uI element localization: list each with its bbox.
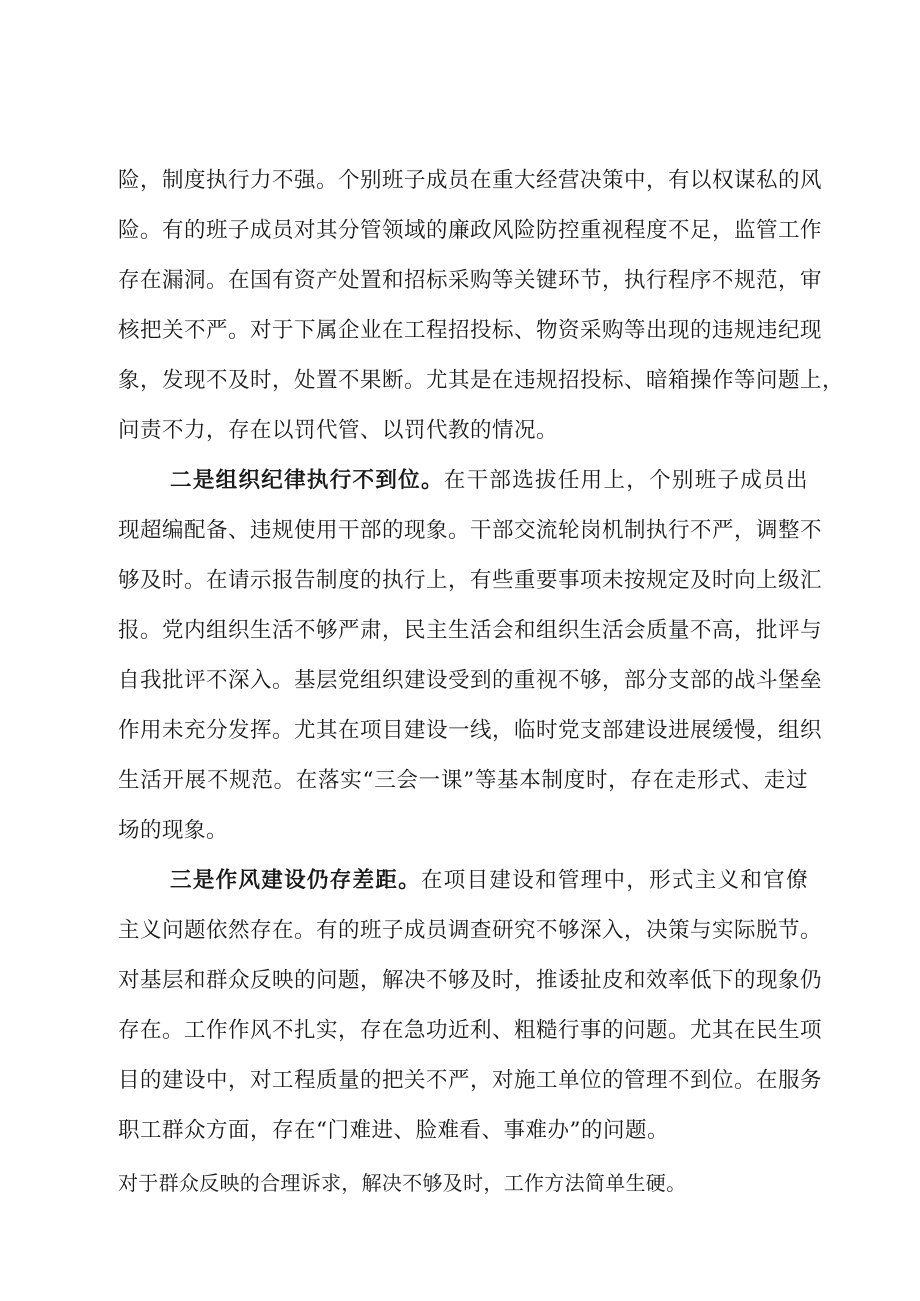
text-span: 在干部选拔任用上，个别班子成员出 <box>443 468 808 493</box>
text-line: 自我批评不深入。基层党组织建设受到的重视不够，部分支部的战斗堡垒 <box>118 668 823 693</box>
text-line: 作用未充分发挥。尤其在项目建设一线，临时党支部建设进展缓慢，组织 <box>118 718 823 743</box>
section-heading: 二是组织纪律执行不到位。 <box>170 468 444 493</box>
text-line: 险，制度执行力不强。个别班子成员在重大经营决策中，有以权谋私的风 <box>118 168 823 193</box>
text-line: 现超编配备、违规使用干部的现象。干部交流轮岗机制执行不严，调整不 <box>118 518 823 543</box>
text-line: 对基层和群众反映的问题，解决不够及时，推诿扯皮和效率低下的现象仍 <box>118 968 823 993</box>
text-line: 职工群众方面，存在“门难进、脸难看、事难办”的问题。 <box>118 1118 669 1143</box>
text-line: 够及时。在请示报告制度的执行上，有些重要事项未按规定及时向上级汇 <box>118 568 823 593</box>
text-span: 在项目建设和管理中，形式主义和官僚 <box>420 868 808 893</box>
text-line: 险。有的班子成员对其分管领域的廉政风险防控重视程度不足，监管工作 <box>118 218 823 243</box>
text-line: 目的建设中，对工程质量的把关不严，对施工单位的管理不到位。在服务 <box>118 1068 823 1093</box>
text-line: 象，发现不及时，处置不果断。尤其是在违规招投标、暗箱操作等问题上， <box>118 368 845 393</box>
text-line: 存在漏洞。在国有资产处置和招标采购等关键环节，执行程序不规范，审 <box>118 268 823 293</box>
text-line: 问责不力，存在以罚代管、以罚代教的情况。 <box>118 418 559 443</box>
text-line: 场的现象。 <box>118 818 229 843</box>
text-line: 生活开展不规范。在落实“三会一课”等基本制度时，存在走形式、走过 <box>118 768 808 793</box>
paragraph-first-line <box>170 866 808 896</box>
text-line: 报。党内组织生活不够严肃，民主生活会和组织生活会质量不高，批评与 <box>118 618 823 643</box>
section-heading: 三是作风建设仍存差距。 <box>170 868 421 893</box>
trailing-text-line: 对于群众反映的合理诉求，解决不够及时，工作方法简单生硬。 <box>118 1171 687 1195</box>
text-line: 核把关不严。对于下属企业在工程招投标、物资采购等出现的违规违纪现 <box>118 318 823 343</box>
paragraph-first-line <box>170 466 808 496</box>
text-line: 存在。工作作风不扎实，存在急功近利、粗糙行事的问题。尤其在民生项 <box>118 1018 823 1043</box>
text-line: 主义问题依然存在。有的班子成员调查研究不够深入，决策与实际脱节。 <box>118 918 823 943</box>
